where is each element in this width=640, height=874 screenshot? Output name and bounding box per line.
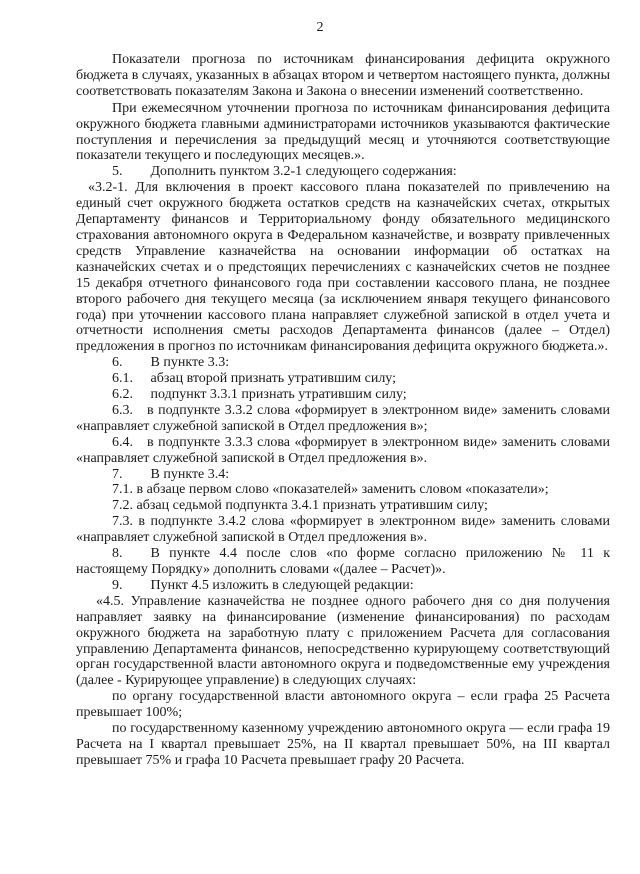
paragraph: При ежемесячном уточнении прогноза по источникам финансирования дефицита окружного бюджета главными администраторами источников указываются фактические поступления и перечисления за предыдущий месяц и уточняются соответствующие показатели текущего и последующих месяцев.». <box>76 100 610 164</box>
list-item: 7.3. в подпункте 3.4.2 слова «формирует в электронном виде» заменить словами «направляет служебной запиской в Отдел предложения в». <box>76 514 610 546</box>
list-item: 6. В пункте 3.3: <box>112 355 230 371</box>
list-item: 9. Пункт 4.5 изложить в следующей редакции: <box>112 577 414 593</box>
list-item: 6.2. подпункт 3.3.1 признать утратившим силу; <box>112 387 407 403</box>
list-item: 7.2. абзац седьмой подпункта 3.4.1 признать утратившим силу; <box>112 498 488 514</box>
list-item: 5. Дополнить пунктом 3.2-1 следующего содержания: <box>112 164 457 180</box>
paragraph: Показатели прогноза по источникам финансирования дефицита окружного бюджета в случаях, указанных в абзацах втором и четвертом настоящего пункта, должны соответствовать показателям Закона и Закона о внесении изменений соответственно. <box>76 52 610 99</box>
page-number: 2 <box>316 20 324 35</box>
paragraph: по государственному казенному учреждению автономного округа — если графа 19 Расчета на I квартал превышает 25%, на II квартал превышает 50%, на III квартал превышает 75% и графа 10 Расчета превышает графу 20 Расчета. <box>76 721 610 768</box>
list-item: 6.1. абзац второй признать утратившим силу; <box>112 371 397 387</box>
list-item: 7. В пункте 3.4: <box>112 466 230 482</box>
paragraph: «4.5. Управление казначейства не позднее одного рабочего дня со дня получения направляет заявку на финансирование (изменение финансирования) по расходам окружного бюджета на заработную плату с приложением Расчета для согласования управлению Департамента финансов, непосредственно курирующему соответствующий орган государственной власти автономного округа и подведомственные ему учреждения (далее - Курирующее управление) в следующих случаях: <box>76 593 610 689</box>
list-item: 6.3. в подпункте 3.3.2 слова «формирует в электронном виде» заменить словами «направляет служебной запиской в Отдел предложения в»; <box>76 402 610 434</box>
paragraph: по органу государственной власти автономного округа – если графа 25 Расчета превышает 100%; <box>76 689 610 721</box>
list-item: 8. В пункте 4.4 после слов «по форме согласно приложению № 11 к настоящему Порядку» дополнить словами «(далее – Расчет)». <box>76 546 610 577</box>
list-item: 6.4. в подпункте 3.3.3 слова «формирует в электронном виде» заменить словами «направляет служебной запиской в Отдел предложения в». <box>76 434 610 466</box>
list-item: 7.1. в абзаце первом слово «показателей» заменить словом «показатели»; <box>112 482 549 498</box>
document-body <box>76 52 610 769</box>
paragraph: «3.2-1. Для включения в проект кассового плана показателей по привлечению на единый счет окружного бюджета остатков средств на казначейских счетах, открытых Департаменту финансов и Территориальному фонду обязательного медицинского страхования автономного округа в Федеральном казначействе, и возврату привлеченных средств Управление казначейства на основании информации об остатках на казначейских счетах и о предстоящих перечислениях с казначейских счетов не позднее 15 декабря отчетного финансового года при составлении кассового плана, не позднее второго рабочего дня текущего месяца (за исключением января текущего финансового года) при уточнении кассового плана направляет служебной запиской в отдел учета и отчетности исполнения сметы расходов Департамента финансов (далее – Отдел) предложения в прогноз по источникам финансирования дефицита окружного бюджета.». <box>76 180 610 355</box>
